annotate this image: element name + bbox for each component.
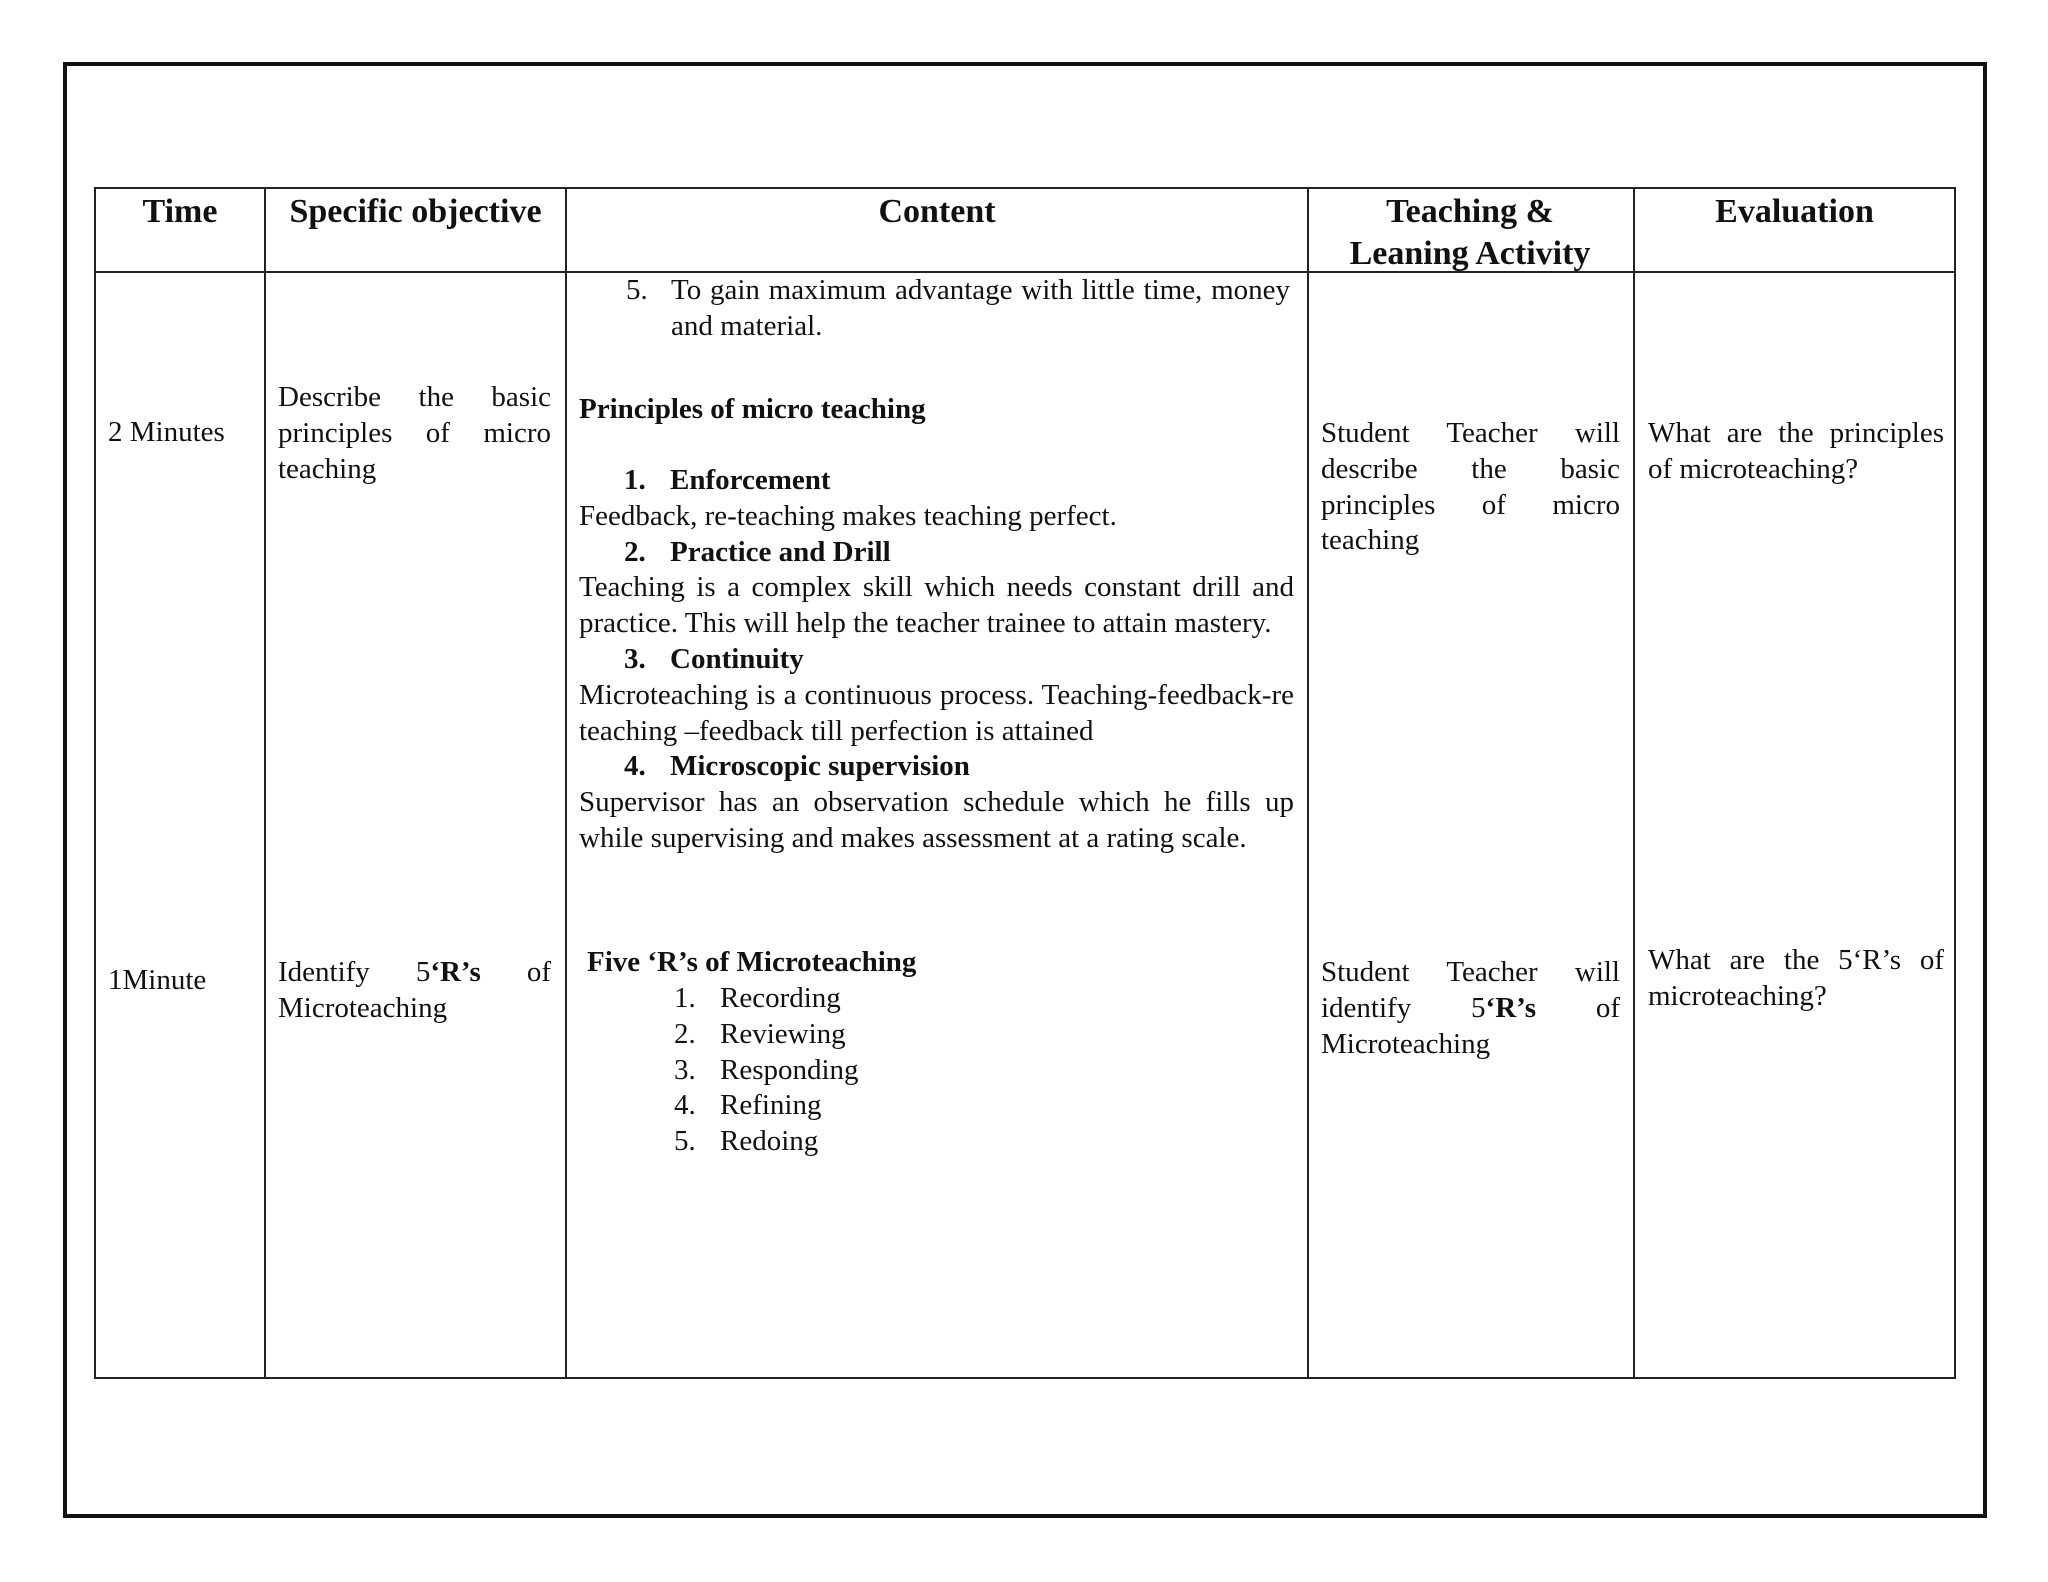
list-item-label: Redoing: [720, 1125, 819, 1158]
principle-number: 2.: [624, 535, 646, 568]
list-item-label: Refining: [720, 1089, 822, 1122]
header-content: Content: [878, 193, 996, 230]
objective-suffix: of Microteaching: [278, 956, 551, 1024]
row-evaluation: What are the 5‘R’s of microteaching?: [1648, 944, 1944, 1012]
content-objective-item: [626, 273, 1290, 345]
principle-description: Supervisor has an observation schedule which he fills up while supervising and makes assessment at a rating scale.: [579, 786, 1294, 854]
list-item-number: 5.: [674, 1125, 696, 1158]
list-item: [674, 1124, 1174, 1160]
principle-title-text: Enforcement: [670, 464, 831, 496]
column-divider: [565, 187, 567, 1379]
header-specific-objective: Specific objective: [289, 193, 542, 230]
row-activity: [1321, 955, 1620, 1062]
list-item-label: Recording: [720, 982, 841, 1014]
column-divider: [1307, 187, 1309, 1379]
principle-title: [579, 642, 1294, 678]
table-border-bottom: [94, 1377, 1956, 1379]
list-item-number: 2.: [674, 1017, 696, 1050]
five-rs-heading: Five ‘R’s of Microteaching: [587, 946, 917, 978]
principle-number: 1.: [624, 464, 646, 496]
item-number: 5.: [626, 274, 648, 306]
column-divider: [1633, 187, 1635, 1379]
principle-title-text: Continuity: [670, 642, 804, 675]
list-item: [674, 981, 1174, 1017]
row-time: 1Minute: [108, 964, 207, 996]
five-rs-list: [674, 981, 1174, 1160]
objective-bold: ‘R’s: [430, 956, 481, 988]
row-time: 2 Minutes: [108, 416, 225, 448]
row-objective: [278, 955, 551, 1027]
activity-prefix: Student Teacher will identify 5: [1321, 956, 1620, 1024]
row-evaluation: What are the principles of microteaching?: [1648, 417, 1944, 485]
principles-heading: Principles of micro teaching: [579, 393, 926, 425]
activity-bold: ‘R’s: [1485, 991, 1536, 1024]
list-item: [674, 1088, 1174, 1124]
list-item-label: Reviewing: [720, 1017, 846, 1050]
header-teaching-activity: Teaching & Leaning Activity: [1349, 193, 1591, 272]
principle-description: Feedback, re-teaching makes teaching perfect.: [579, 499, 1117, 532]
lesson-plan-table: [94, 187, 1956, 1379]
objective-prefix: Identify 5: [278, 956, 431, 988]
activity-suffix: of Microteaching: [1321, 991, 1620, 1060]
principle-description: Microteaching is a continuous process. Teaching-feedback-re teaching –feedback till perfection is attained: [579, 678, 1294, 747]
header-evaluation: Evaluation: [1715, 193, 1874, 230]
principle-title: [579, 749, 1294, 785]
principle-title: [579, 535, 1294, 571]
row-objective: Describe the basic principles of micro teaching: [278, 381, 551, 485]
list-item-number: 4.: [674, 1089, 696, 1122]
list-item: [674, 1053, 1174, 1089]
item-text: To gain maximum advantage with little time, money and material.: [671, 274, 1290, 342]
table-border-right: [1954, 187, 1956, 1379]
list-item-number: 3.: [674, 1053, 696, 1086]
principle-title-text: Microscopic supervision: [670, 750, 970, 783]
principle-title: [579, 463, 1294, 499]
principle-number: 3.: [624, 642, 646, 675]
row-activity: Student Teacher will describe the basic principles of micro teaching: [1321, 417, 1620, 557]
principle-number: 4.: [624, 750, 646, 783]
table-border-left: [94, 187, 96, 1379]
list-item-number: 1.: [674, 982, 696, 1014]
column-divider: [264, 187, 266, 1379]
list-item: [674, 1017, 1174, 1053]
principles-list: [579, 463, 1294, 857]
list-item-label: Responding: [720, 1053, 859, 1086]
header-time: Time: [142, 193, 218, 230]
principle-description: Teaching is a complex skill which needs constant drill and practice. This will help the teacher trainee to attain mastery.: [579, 571, 1294, 640]
principle-title-text: Practice and Drill: [670, 535, 891, 568]
